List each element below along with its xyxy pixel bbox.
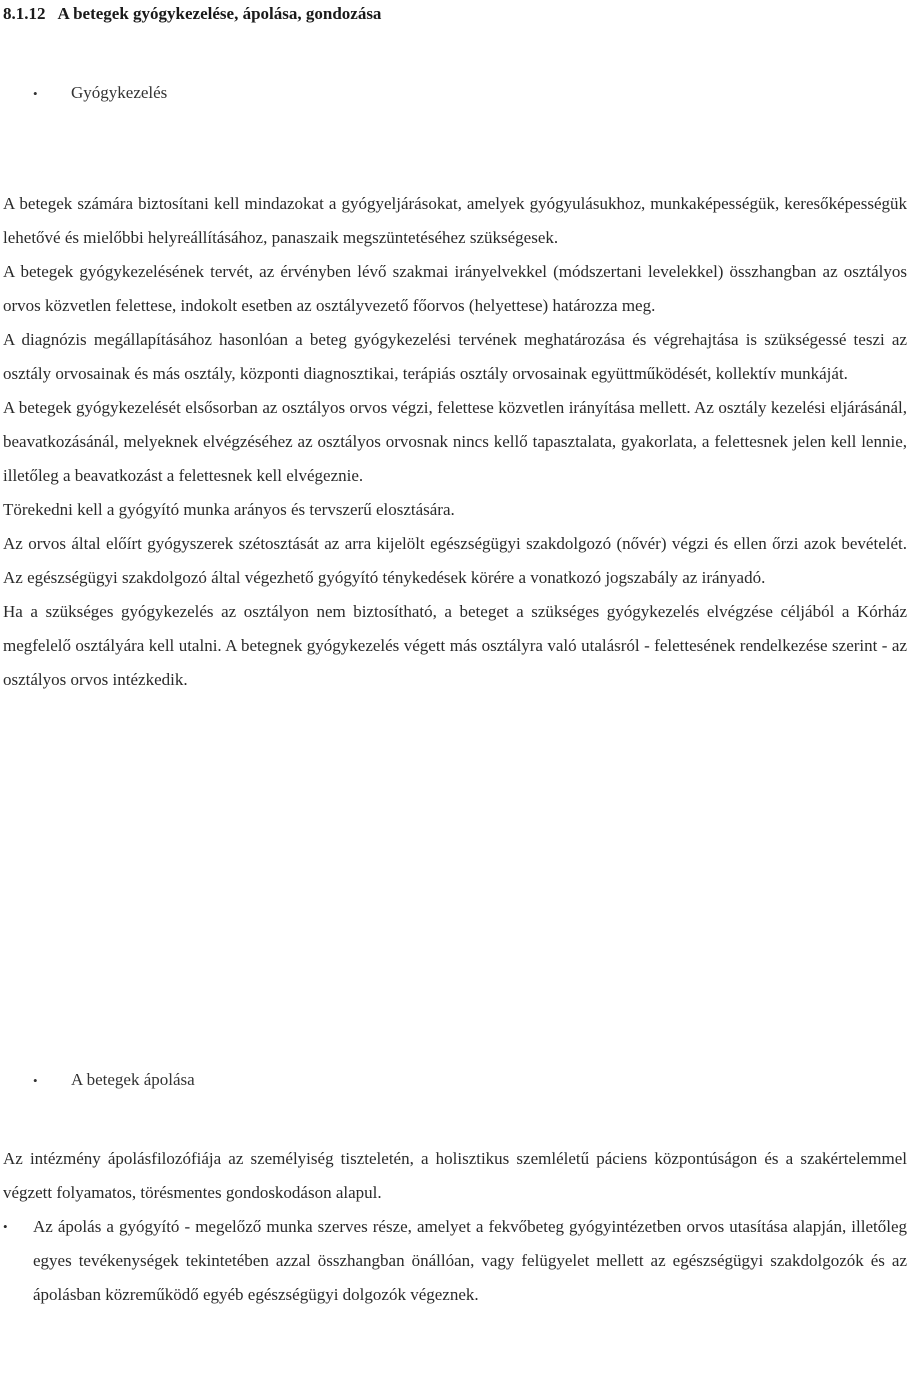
paragraph: Az orvos által előírt gyógyszerek szétosztását az arra kijelölt egészségügyi szakdolgozó (nővér) végzi és ellen őrzi azok bevételét. Az egészségügyi szakdolgozó által végezhető gyógyító ténykedések körére a vonatkozó jogszabály az irányadó.	[3, 534, 907, 587]
paragraph: A betegek gyógykezelésének tervét, az érvényben lévő szakmai irányelvekkel (módszertani levelekkel) összhangban az osztályos orvos közvetlen felettese, indokolt esetben az osztályvezető főorvos (helyettese) határozza meg.	[3, 262, 907, 315]
subsection-heading-gyogykezeles	[33, 83, 167, 103]
list-bullet-icon: •	[3, 1219, 8, 1234]
paragraph: Az intézmény ápolásfilozófiája az személyiség tiszteletén, a holisztikus szemléletű páciens központúságon és a szakértelemmel végzett folyamatos, törésmentes gondoskodáson alapul.	[3, 1149, 907, 1202]
list-item	[3, 1210, 907, 1312]
gyogykezeles-body	[3, 187, 907, 697]
bullet-icon: •	[33, 86, 38, 101]
subsection-heading-label: Gyógykezelés	[71, 83, 168, 102]
section-number: 8.1.12	[3, 4, 46, 23]
paragraph: Ha a szükséges gyógykezelés az osztályon nem biztosítható, a beteget a szükséges gyógykezelés elvégzése céljából a Kórház megfelelő osztályára kell utalni. A betegnek gyógykezelés végett más osztályra való utalásról - felettesének rendelkezése szerint - az osztályos orvos intézkedik.	[3, 602, 907, 689]
paragraph: A betegek gyógykezelését elsősorban az osztályos orvos végzi, felettese közvetlen irányítása mellett. Az osztály kezelési eljárásánál, beavatkozásánál, melyeknek elvégzéséhez az osztályos orvosnak nincs kellő tapasztalata, gyakorlata, a felettesnek jelen kell lennie, illetőleg a beavatkozást a felettesnek kell elvégeznie.	[3, 398, 907, 485]
subsection-heading-apolas	[33, 1070, 195, 1090]
paragraph: Törekedni kell a gyógyító munka arányos és tervszerű elosztására.	[3, 500, 455, 519]
section-title: A betegek gyógykezelése, ápolása, gondozása	[57, 4, 382, 23]
bullet-icon: •	[33, 1073, 38, 1088]
subsection-heading-label: A betegek ápolása	[71, 1070, 195, 1089]
paragraph: A diagnózis megállapításához hasonlóan a beteg gyógykezelési tervének meghatározása és végrehajtása is szükségessé teszi az osztály orvosainak és más osztály, központi diagnosztikai, terápiás osztály orvosainak együttműködését, kollektív munkáját.	[3, 330, 907, 383]
paragraph: A betegek számára biztosítani kell mindazokat a gyógyeljárásokat, amelyek gyógyulásukhoz, munkaképességük, keresőképességük lehetővé és mielőbbi helyreállításához, panaszaik megszüntetéséhez szükségesek.	[3, 194, 907, 247]
apolas-list	[3, 1210, 907, 1312]
list-item-text: Az ápolás a gyógyító - megelőző munka szerves része, amelyet a fekvőbeteg gyógyintézetben orvos utasítása alapján, illetőleg egyes tevékenységek tekintetében azzal összhangban önállóan, vagy felügyelet mellett az egészségügyi szakdolgozók és az ápolásban közreműködő egyéb egészségügyi dolgozók végeznek.	[33, 1217, 907, 1304]
section-heading	[3, 4, 381, 24]
apolas-body	[3, 1142, 907, 1210]
